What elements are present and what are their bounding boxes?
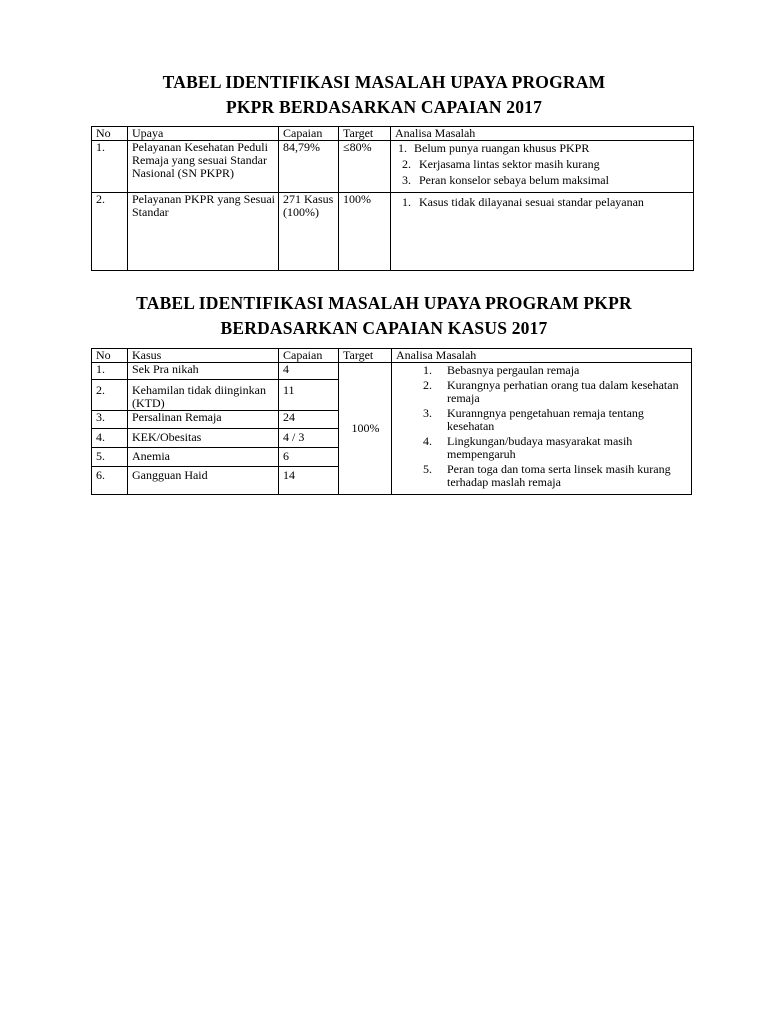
list-item: 3. Kuranngnya pengetahuan remaja tentang kesehatan (423, 406, 644, 433)
table1-cell-no: 1. (92, 141, 128, 193)
table1-title-line2: PKPR BERDASARKAN CAPAIAN 2017 (225, 97, 543, 117)
table1-header-no: No (92, 127, 128, 141)
list-item: 2. Kerjasama lintas sektor masih kurang (402, 157, 600, 171)
table2-cell-no: 4. (92, 429, 128, 448)
table2-cell-capaian: 6 (279, 448, 339, 467)
table2-title-line1: TABEL IDENTIFIKASI MASALAH UPAYA PROGRAM PKPR (136, 293, 632, 313)
table1-title-line1: TABEL IDENTIFIKASI MASALAH UPAYA PROGRAM (162, 72, 606, 92)
table2-cell-capaian: 4 (279, 363, 339, 380)
table2-header-row (92, 349, 692, 363)
table1-cell-target: 100% (339, 193, 391, 271)
analisa-list (396, 363, 688, 489)
table2-header-analisa: Analisa Masalah (392, 349, 692, 363)
table1-cell-upaya: Pelayanan PKPR yang Sesuai Standar (128, 193, 279, 271)
table1-header-row (92, 127, 694, 141)
table2-cell-analisa (392, 363, 692, 495)
table2-cell-kasus: Persalinan Remaja (128, 411, 279, 429)
table2-cell-no: 1. (92, 363, 128, 380)
list-item: 1. Kasus tidak dilayanai sesuai standar pelayanan (402, 195, 644, 209)
table2-cell-kasus: Sek Pra nikah (128, 363, 279, 380)
table2-cell-capaian: 24 (279, 411, 339, 429)
table2-cell-kasus: KEK/Obesitas (128, 429, 279, 448)
analisa-list (395, 141, 690, 187)
table2-cell-no: 2. (92, 380, 128, 411)
table1-cell-no: 2. (92, 193, 128, 271)
table2-cell-capaian: 4 / 3 (279, 429, 339, 448)
table2-cell-no: 3. (92, 411, 128, 429)
table1 (91, 126, 694, 271)
table1-header-capaian: Capaian (279, 127, 339, 141)
table2-title-line2: BERDASARKAN CAPAIAN KASUS 2017 (220, 318, 548, 338)
table2-cell-kasus: Kehamilan tidak diinginkan (KTD) (128, 380, 279, 411)
table2-title (0, 291, 768, 341)
table1-cell-upaya: Pelayanan Kesehatan Peduli Remaja yang sesuai Standar Nasional (SN PKPR) (128, 141, 279, 193)
table2-cell-capaian: 11 (279, 380, 339, 411)
list-item: 3. Peran konselor sebaya belum maksimal (402, 173, 609, 187)
table-row (92, 363, 692, 380)
list-item: 1. Bebasnya pergaulan remaja (423, 363, 580, 377)
table1-header-upaya: Upaya (128, 127, 279, 141)
list-item: 2. Kurangnya perhatian orang tua dalam kesehatan remaja (423, 378, 679, 405)
table1-header-analisa: Analisa Masalah (391, 127, 694, 141)
table2-header-no: No (92, 349, 128, 363)
table1-title (0, 70, 768, 120)
table2 (91, 348, 692, 495)
table-row (92, 141, 694, 193)
table-row (92, 193, 694, 271)
table2-header-kasus: Kasus (128, 349, 279, 363)
table1-cell-capaian: 84,79% (279, 141, 339, 193)
table2-header-target: Target (339, 349, 392, 363)
table1-cell-target: ≤80% (339, 141, 391, 193)
table1-cell-analisa (391, 141, 694, 193)
table2-cell-no: 6. (92, 467, 128, 495)
list-item: 4. Lingkungan/budaya masyarakat masih mempengaruh (423, 434, 633, 461)
table1-cell-analisa (391, 193, 694, 271)
table1-header-target: Target (339, 127, 391, 141)
table2-cell-capaian: 14 (279, 467, 339, 495)
table2-header-capaian: Capaian (279, 349, 339, 363)
list-item: 5. Peran toga dan toma serta linsek masih kurang terhadap maslah remaja (423, 462, 671, 489)
table2-cell-kasus: Gangguan Haid (128, 467, 279, 495)
analisa-list (395, 193, 690, 209)
list-item: 1. Belum punya ruangan khusus PKPR (398, 141, 590, 155)
table2-cell-no: 5. (92, 448, 128, 467)
table1-cell-capaian: 271 Kasus (100%) (279, 193, 339, 271)
table2-cell-kasus: Anemia (128, 448, 279, 467)
table2-cell-target: 100% (339, 363, 392, 495)
